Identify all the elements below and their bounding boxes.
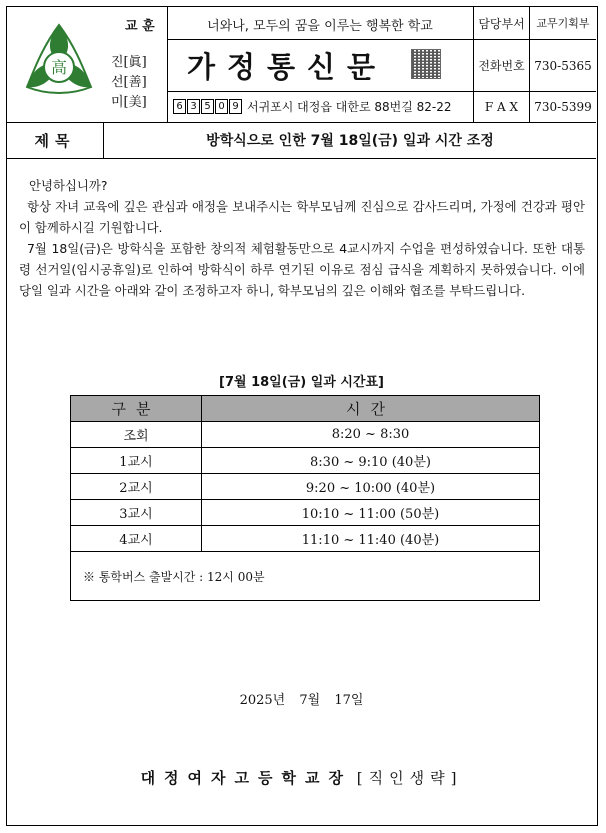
address-text: 서귀포시 대정읍 대한로 88번길 82-22	[247, 99, 452, 114]
table-row	[71, 500, 540, 526]
table-row	[71, 448, 540, 474]
letterhead	[7, 7, 596, 123]
qr-code-icon	[411, 49, 441, 79]
subject-text: 방학식으로 인한 7월 18일(금) 일과 시간 조정	[206, 133, 494, 149]
subject-row	[7, 122, 596, 159]
table-row	[71, 474, 540, 500]
period-name: 2교시	[71, 474, 202, 500]
header-category: 구분	[71, 396, 202, 422]
timetable	[70, 395, 540, 601]
period-name: 4교시	[71, 526, 202, 552]
school-logo-icon	[19, 21, 99, 101]
table-row	[71, 526, 540, 552]
period-name: 1교시	[71, 448, 202, 474]
document-title: 가정통신문	[186, 49, 388, 84]
motto-title: 교 훈	[125, 19, 155, 34]
school-slogan: 너와나, 모두의 꿈을 이루는 행복한 학교	[207, 18, 433, 34]
timetable-title: [7월 18일(금) 일과 시간표]	[219, 375, 384, 390]
period-time: 8:20 ~ 8:30	[202, 422, 540, 448]
seal-omitted: [직인생략]	[356, 769, 463, 787]
dept-label: 담당부서	[478, 16, 525, 31]
table-note-row	[71, 552, 540, 601]
motto-item: 미[美]	[111, 95, 147, 110]
letter-body	[19, 175, 585, 301]
phone-label: 전화번호	[478, 59, 525, 73]
motto-item: 진[眞]	[111, 55, 147, 70]
principal-name: 대정여자고등학교장	[140, 769, 352, 787]
paragraph-1: 항상 자녀 교육에 깊은 관심과 애정을 보내주시는 학부모님께 진심으로 감사드리며, 가정에 건강과 평안이 함께하시길 기원합니다.	[19, 199, 585, 235]
greeting: 안녕하십니까?	[29, 178, 108, 193]
phone-value: 730-5365	[534, 58, 592, 73]
fax-label: F A X	[484, 100, 519, 114]
period-time: 10:10 ~ 11:00 (50분)	[202, 500, 540, 526]
bus-note: ※ 통학버스 출발시간 : 12시 00분	[71, 552, 540, 601]
document-frame	[6, 6, 598, 826]
divider	[167, 91, 473, 92]
zip-digit: 0	[215, 99, 228, 114]
period-time: 9:20 ~ 10:00 (40분)	[202, 474, 540, 500]
logo-char: 高	[50, 58, 68, 77]
table-header-row	[71, 396, 540, 422]
period-time: 8:30 ~ 9:10 (40분)	[202, 448, 540, 474]
fax-value: 730-5399	[534, 100, 592, 114]
dept-value: 교무기획부	[536, 17, 590, 30]
table-row	[71, 422, 540, 448]
issue-date: 2025년 7월 17일	[239, 693, 364, 708]
subject-label: 제목	[7, 122, 104, 158]
zip-digit: 6	[173, 99, 186, 114]
zip-digit: 5	[201, 99, 214, 114]
motto-item: 선[善]	[111, 75, 147, 90]
header-time: 시간	[202, 396, 540, 422]
zip-digit: 3	[187, 99, 200, 114]
period-name: 3교시	[71, 500, 202, 526]
school-address	[173, 93, 473, 119]
paragraph-2: 7월 18일(금)은 방학식을 포함한 창의적 체험활동만으로 4교시까지 수업을 편성하였습니다. 또한 대통령 선거일(임시공휴일)로 인하여 방학식이 하루 연기된 이유로 점심 급식을 계획하지 못하였습니다. 이에 당일 일과 시간을 아래와 같이 조정하고자 하니, 학부모님의 깊은 이해와 협조를 부탁드립니다.	[19, 241, 585, 298]
period-time: 11:10 ~ 11:40 (40분)	[202, 526, 540, 552]
zip-code	[173, 99, 243, 114]
signature-block	[7, 767, 596, 788]
zip-digit: 9	[229, 99, 242, 114]
period-name: 조회	[71, 422, 202, 448]
